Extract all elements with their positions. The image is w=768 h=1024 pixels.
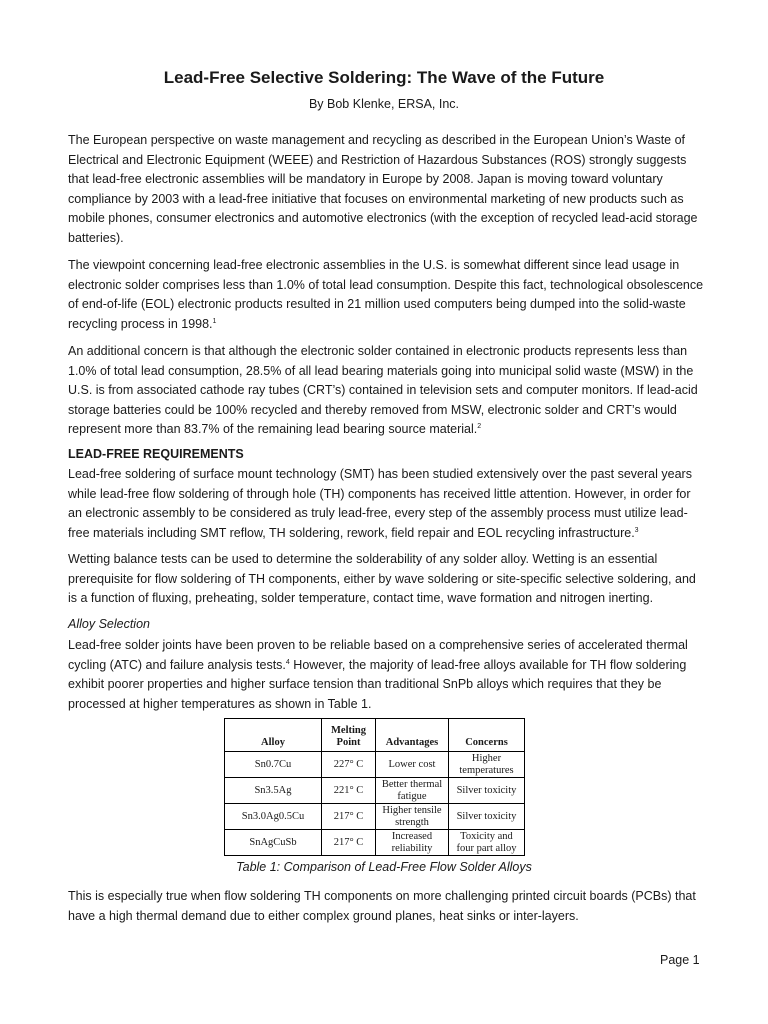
table-cell: Sn3.0Ag0.5Cu xyxy=(225,804,322,830)
table-row xyxy=(225,752,525,778)
alloy-comparison-table xyxy=(224,718,525,856)
table-cell: Lower cost xyxy=(376,752,449,778)
table-header-cell: Melting Point xyxy=(322,719,376,752)
table-row xyxy=(225,778,525,804)
subsection-heading-alloy-selection: Alloy Selection xyxy=(68,617,150,631)
table-caption: Table 1: Comparison of Lead-Free Flow Solder Alloys xyxy=(236,860,532,874)
table-row xyxy=(225,830,525,856)
table-cell: 221° C xyxy=(322,778,376,804)
table-header-cell: Concerns xyxy=(449,719,525,752)
table-cell: Toxicity and four part alloy xyxy=(449,830,525,856)
paragraph-us-viewpoint: The viewpoint concerning lead-free electronic assemblies in the U.S. is somewhat different since lead usage in electronic solder comprises less than 1.0% of total lead consumption. Despite this fact, technological obsolescence of end-of-life (EOL) electronic products resulted in 21 million used computers being dumped into the solid-waste recycling process in 1998.$^1$ xyxy=(68,258,704,331)
footnote-ref-1: 1 xyxy=(212,317,217,325)
paragraph-wetting-balance: Wetting balance tests can be used to determine the solderability of any solder alloy. Wetting is an essential prerequisite for flow soldering of TH components, either by wave soldering or site-specific selective soldering, and is a function of fluxing, preheating, solder temperature, contact time, wave formation and nitrogen inerting. xyxy=(68,552,696,605)
author-byline: By Bob Klenke, ERSA, Inc. xyxy=(308,97,460,111)
table-header-row xyxy=(225,719,525,752)
table-cell: 227° C xyxy=(322,752,376,778)
table-header-cell: Advantages xyxy=(376,719,449,752)
paragraph-flow-soldering-pcbs: This is especially true when flow soldering TH components on more challenging printed circuit boards (PCBs) that have a high thermal demand due to either complex ground planes, heat sinks or inter-layers. xyxy=(68,889,696,923)
table-cell: 217° C xyxy=(322,804,376,830)
section-heading-lead-free-requirements: LEAD-FREE REQUIREMENTS xyxy=(68,447,244,461)
footnote-ref-3: 3 xyxy=(634,526,639,534)
table-header-cell: Alloy xyxy=(225,719,322,752)
paragraph-alloy-reliability: Lead-free solder joints have been proven to be reliable based on a comprehensive series of accelerated thermal cycling (ATC) and failure analysis tests.$^4$ However, the majority of lead-free alloys available for TH flow soldering exhibit poorer properties and higher surface tension than traditional SnPb alloys which requires that they be processed at higher temperatures as shown in Table 1. xyxy=(68,638,688,711)
table-cell: 217° C xyxy=(322,830,376,856)
footnote-ref-4: 4 xyxy=(285,658,290,666)
table-row xyxy=(225,804,525,830)
document-title: Lead-Free Selective Soldering: The Wave of the Future xyxy=(163,68,605,87)
table-cell: Better thermal fatigue xyxy=(376,778,449,804)
footnote-ref-2: 2 xyxy=(477,423,482,430)
table-cell: SnAgCuSb xyxy=(225,830,322,856)
paragraph-lead-free-smt: Lead-free soldering of surface mount technology (SMT) has been studied extensively over the past several years while lead-free flow soldering of through hole (TH) components has received little attention. However, in order for an electronic assembly to be considered as truly lead-free, every step of the assembly process must utilize lead-free materials including SMT reflow, TH soldering, rework, field repair and EOL recycling infrastructure.$^3$ xyxy=(68,467,692,540)
table-cell: Sn3.5Ag xyxy=(225,778,322,804)
table-cell: Higher tensile strength xyxy=(376,804,449,830)
table-cell: Sn0.7Cu xyxy=(225,752,322,778)
paragraph-additional-concern: An additional concern is that although the electronic solder contained in electronic products represents less than 1.0% of total lead consumption, 28.5% of all lead bearing materials going into municipal solid waste (MSW) in the U.S. is from associated cathode ray tubes (CRT’s) contained in television sets and computer monitors. If lead-acid storage batteries could be 100% recycled and thereby removed from MSW, electronic solder and CRT’s would represent more than 83.7% of the remaining lead bearing source material.$^2$ xyxy=(68,344,698,436)
table-cell: Higher temperatures xyxy=(449,752,525,778)
page-number: Page 1 xyxy=(660,953,700,967)
table-cell: Increased reliability xyxy=(376,830,449,856)
table-cell: Silver toxicity xyxy=(449,778,525,804)
table-cell: Silver toxicity xyxy=(449,804,525,830)
paragraph-european-perspective: The European perspective on waste management and recycling as described in the European Union’s Waste of Electrical and Electronic Equipment (WEEE) and Restriction of Hazardous Substances (ROS) strongly suggests that lead-free electronic assemblies will be mandatory in Europe by 2008. Japan is moving toward voluntary compliance by 2003 with a lead-free initiative that focuses on environmental marketing of new products such as mobile phones, consumer electronics and automotive electronics (with the exception of recycled lead-acid storage batteries). xyxy=(68,133,698,245)
